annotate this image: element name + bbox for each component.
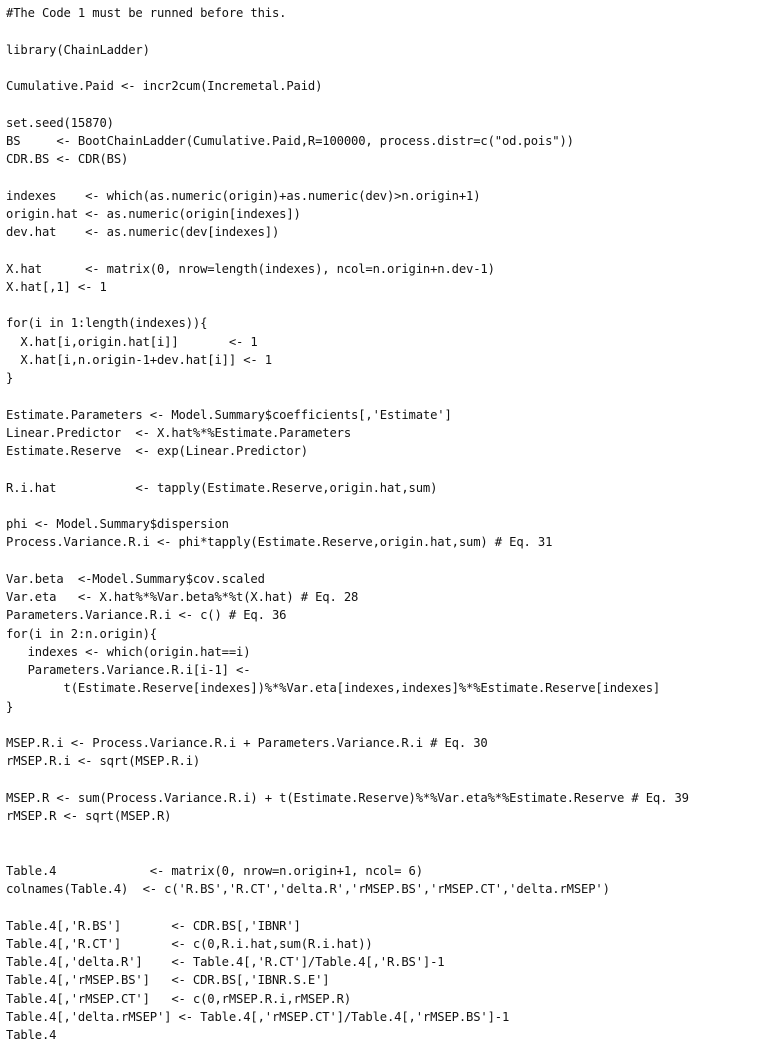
code-line xyxy=(6,552,689,570)
code-line xyxy=(6,387,689,405)
code-line xyxy=(6,460,689,478)
code-line: Table.4 <- matrix(0, nrow=n.origin+1, ncol= 6) xyxy=(6,863,423,878)
code-line: library(ChainLadder) xyxy=(6,42,150,57)
code-line xyxy=(6,241,689,259)
code-line: Estimate.Parameters <- Model.Summary$coefficients[,'Estimate'] xyxy=(6,407,452,422)
code-line: Parameters.Variance.R.i <- c() # Eq. 36 xyxy=(6,608,287,623)
code-line: Estimate.Reserve <- exp(Linear.Predictor) xyxy=(6,444,308,458)
code-line: Table.4[,'R.CT'] <- c(0,R.i.hat,sum(R.i.hat)) xyxy=(6,936,373,951)
code-line xyxy=(6,844,689,862)
code-line xyxy=(6,825,689,843)
code-line: #The Code 1 must be runned before this. xyxy=(6,6,287,20)
code-line: Table.4[,'delta.R'] <- Table.4[,'R.CT']/Table.4[,'R.BS']-1 xyxy=(6,955,445,969)
code-line: for(i in 2:n.origin){ xyxy=(6,626,157,641)
code-line: Table.4[,'delta.rMSEP'] <- Table.4[,'rMSEP.CT']/Table.4[,'rMSEP.BS']-1 xyxy=(6,1009,510,1024)
code-line: origin.hat <- as.numeric(origin[indexes]) xyxy=(6,206,301,221)
code-line: indexes <- which(as.numeric(origin)+as.numeric(dev)>n.origin+1) xyxy=(6,188,481,203)
code-line xyxy=(6,59,689,77)
code-line xyxy=(6,95,689,113)
code-line: X.hat <- matrix(0, nrow=length(indexes), ncol=n.origin+n.dev-1) xyxy=(6,261,495,276)
code-line: Linear.Predictor <- X.hat%*%Estimate.Parameters xyxy=(6,425,351,440)
code-line xyxy=(6,716,689,734)
code-line: CDR.BS <- CDR(BS) xyxy=(6,152,129,166)
code-line: Table.4[,'rMSEP.BS'] <- CDR.BS[,'IBNR.S.E'] xyxy=(6,973,330,988)
code-line: colnames(Table.4) <- c('R.BS','R.CT','delta.R','rMSEP.BS','rMSEP.CT','delta.rMSEP') xyxy=(6,882,610,896)
code-line: MSEP.R <- sum(Process.Variance.R.i) + t(Estimate.Reserve)%*%Var.eta%*%Estimate.Reserve # Eq. 39 xyxy=(6,790,689,805)
code-line: R.i.hat <- tapply(Estimate.Reserve,origin.hat,sum) xyxy=(6,480,438,495)
code-line: BS <- BootChainLadder(Cumulative.Paid,R=100000, process.distr=c("od.pois")) xyxy=(6,133,574,148)
code-line: Table.4[,'rMSEP.CT'] <- c(0,rMSEP.R.i,rMSEP.R) xyxy=(6,991,351,1006)
code-line: } xyxy=(6,371,14,385)
code-listing xyxy=(6,4,689,1044)
code-line: X.hat[i,origin.hat[i]] <- 1 xyxy=(6,334,258,349)
code-line xyxy=(6,497,689,515)
code-line: } xyxy=(6,699,14,714)
code-line xyxy=(6,296,689,314)
code-line xyxy=(6,168,689,186)
code-line xyxy=(6,22,689,40)
code-line: rMSEP.R <- sqrt(MSEP.R) xyxy=(6,809,172,823)
code-line: Table.4[,'R.BS'] <- CDR.BS[,'IBNR'] xyxy=(6,918,301,933)
code-line: set.seed(15870) xyxy=(6,115,114,130)
code-line xyxy=(6,898,689,916)
code-line: Table.4 xyxy=(6,1028,57,1042)
code-line: dev.hat <- as.numeric(dev[indexes]) xyxy=(6,225,280,239)
code-line: rMSEP.R.i <- sqrt(MSEP.R.i) xyxy=(6,754,201,769)
code-line xyxy=(6,771,689,789)
code-line: Var.eta <- X.hat%*%Var.beta%*%t(X.hat) # Eq. 28 xyxy=(6,590,359,604)
code-line: indexes <- which(origin.hat==i) xyxy=(6,644,251,659)
code-line: phi <- Model.Summary$dispersion xyxy=(6,517,229,531)
code-line: X.hat[i,n.origin-1+dev.hat[i]] <- 1 xyxy=(6,352,272,367)
code-line: Cumulative.Paid <- incr2cum(Incremetal.Paid) xyxy=(6,79,323,93)
code-line: MSEP.R.i <- Process.Variance.R.i + Parameters.Variance.R.i # Eq. 30 xyxy=(6,736,488,750)
code-line: X.hat[,1] <- 1 xyxy=(6,279,107,294)
code-line: t(Estimate.Reserve[indexes])%*%Var.eta[indexes,indexes]%*%Estimate.Reserve[indexes] xyxy=(6,681,661,696)
code-line: Parameters.Variance.R.i[i-1] <- xyxy=(6,663,251,677)
code-line: Var.beta <-Model.Summary$cov.scaled xyxy=(6,571,265,586)
code-line: Process.Variance.R.i <- phi*tapply(Estimate.Reserve,origin.hat,sum) # Eq. 31 xyxy=(6,535,553,550)
code-line: for(i in 1:length(indexes)){ xyxy=(6,316,208,331)
